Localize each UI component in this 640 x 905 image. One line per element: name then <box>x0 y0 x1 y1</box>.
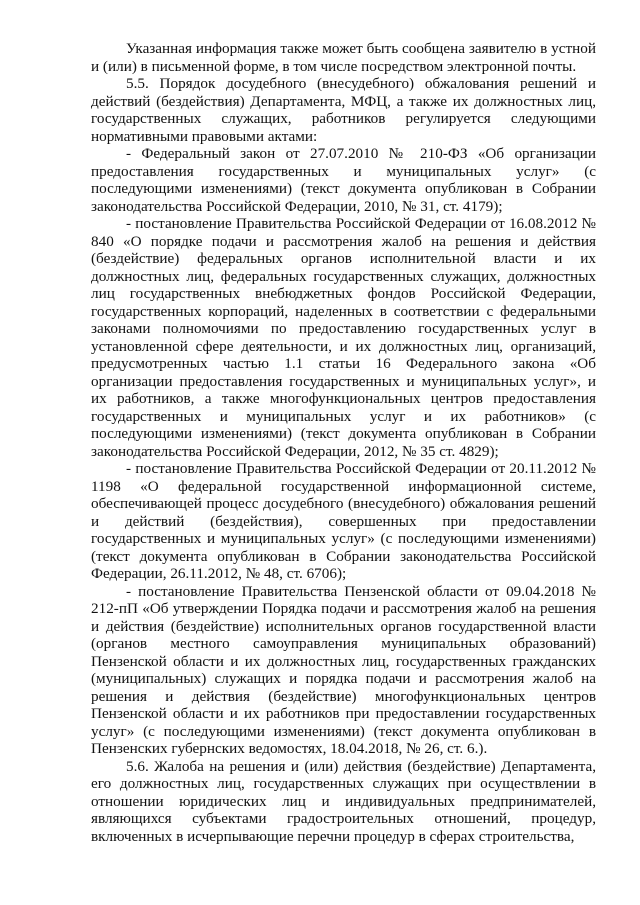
paragraph-info-notice: Указанная информация также может быть сообщена заявителю в устной и (или) в письменной форме, в том числе посредством электронной почты. <box>91 40 596 75</box>
paragraph-5-5: 5.5. Порядок досудебного (внесудебного) обжалования решений и действий (бездействия) Департамента, МФЦ, а также их должностных лиц, государственных служащих, работников регулируется следующими нормативными правовыми актами: <box>91 75 596 145</box>
paragraph-federal-law-210: - Федеральный закон от 27.07.2010 № 210-ФЗ «Об организации предоставления государственных и муниципальных услуг» (с последующими изменениями) (текст документа опубликован в Собрании законодательства Российской Федерации, 2010, № 31, ст. 4179); <box>91 145 596 215</box>
paragraph-resolution-840: - постановление Правительства Российской Федерации от 16.08.2012 № 840 «О порядке подачи и рассмотрения жалоб на решения и действия (бездействие) федеральных органов исполнительной власти и их должностных лиц, федеральных государственных служащих, должностных лиц государственных внебюджетных фондов Российской Федерации, государственных корпораций, наделенных в соответствии с федеральными законами полномочиями по предоставлению государственных услуг в установленной сфере деятельности, и их должностных лиц, организаций, предусмотренных частью 1.1 статьи 16 Федерального закона «Об организации предоставления государственных и муниципальных услуг», и их работников, а также многофункциональных центров предоставления государственных и муниципальных услуг и их работников» (с последующими изменениями) (текст документа опубликован в Собрании законодательства Российской Федерации, 2012, № 35 ст. 4829); <box>91 215 596 460</box>
paragraph-resolution-1198: - постановление Правительства Российской Федерации от 20.11.2012 № 1198 «О федеральной государственной информационной системе, обеспечивающей процесс досудебного (внесудебного) обжалования решений и действий (бездействия), совершенных при предоставлении государственных и муниципальных услуг» (с последующими изменениями) (текст документа опубликован в Собрании законодательства Российской Федерации, 26.11.2012, № 48, ст. 6706); <box>91 460 596 582</box>
document-page <box>91 40 596 845</box>
paragraph-5-6: 5.6. Жалоба на решения и (или) действия (бездействие) Департамента, его должностных лиц, государственных служащих при осуществлении в отношении юридических лиц и индивидуальных предпринимателей, являющихся субъектами градостроительных отношений, процедур, включенных в исчерпывающие перечни процедур в сферах строительства, <box>91 757 596 845</box>
paragraph-resolution-212-pp: - постановление Правительства Пензенской области от 09.04.2018 № 212-пП «Об утверждении Порядка подачи и рассмотрения жалоб на решения и действия (бездействие) исполнительных органов государственной власти (органов местного самоуправления муниципальных образований) Пензенской области и их должностных лиц, государственных гражданских (муниципальных) служащих и порядка подачи и рассмотрения жалоб на решения и действия (бездействие) многофункциональных центров Пензенской области и их работников при предоставлении государственных услуг» (с последующими изменениями) (текст документа опубликован в Пензенских губернских ведомостях, 18.04.2018, № 26, ст. 6.). <box>91 582 596 757</box>
